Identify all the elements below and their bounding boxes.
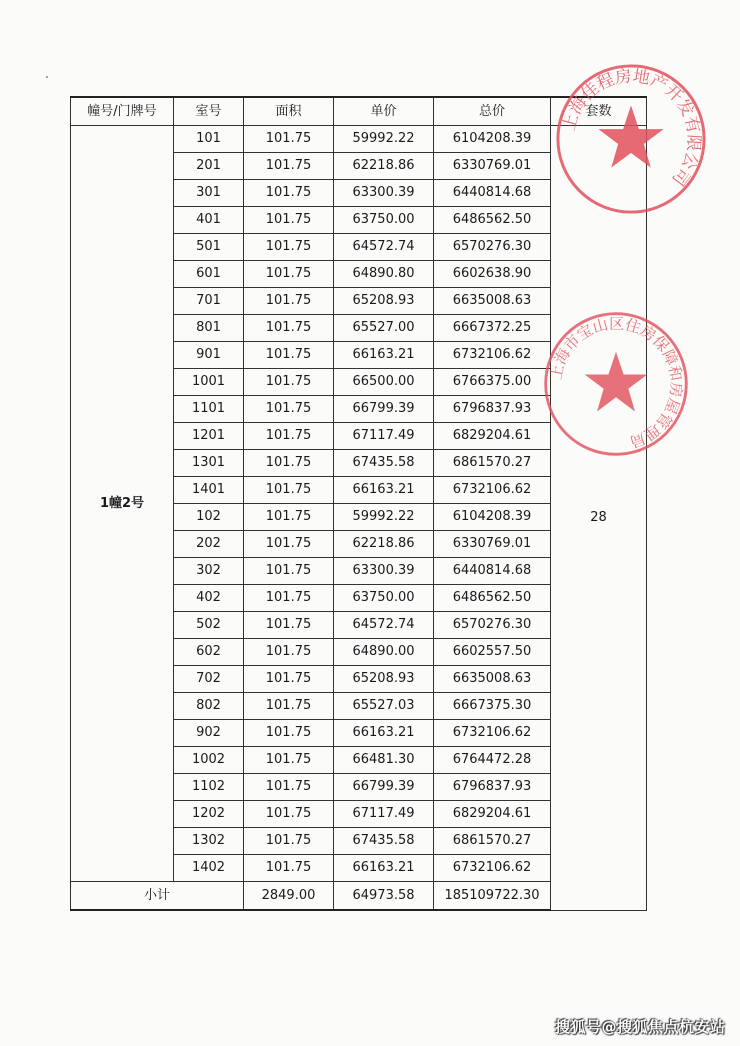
room-cell: 502	[174, 612, 244, 639]
total-price-cell: 6570276.30	[434, 612, 551, 639]
total-price-cell: 6732106.62	[434, 720, 551, 747]
room-cell: 1401	[174, 477, 244, 504]
total-price-cell: 6766375.00	[434, 369, 551, 396]
total-price-cell: 6829204.61	[434, 423, 551, 450]
room-cell: 1201	[174, 423, 244, 450]
area-cell: 101.75	[244, 207, 334, 234]
room-cell: 301	[174, 180, 244, 207]
total-price-cell: 6861570.27	[434, 828, 551, 855]
area-cell: 101.75	[244, 504, 334, 531]
area-cell: 101.75	[244, 180, 334, 207]
room-cell: 1002	[174, 747, 244, 774]
area-cell: 101.75	[244, 801, 334, 828]
area-cell: 101.75	[244, 423, 334, 450]
room-cell: 1202	[174, 801, 244, 828]
header-total-price: 总价	[434, 97, 551, 126]
unit-price-cell: 66481.30	[334, 747, 434, 774]
unit-price-cell: 59992.22	[334, 126, 434, 153]
unit-price-cell: 66500.00	[334, 369, 434, 396]
unit-price-cell: 65208.93	[334, 666, 434, 693]
total-price-cell: 6764472.28	[434, 747, 551, 774]
unit-price-cell: 65527.00	[334, 315, 434, 342]
seal-1-text: 上海佳程房地产开发有限公司	[558, 65, 705, 190]
area-cell: 101.75	[244, 720, 334, 747]
area-cell: 101.75	[244, 369, 334, 396]
table-body	[71, 126, 647, 911]
unit-price-cell: 67435.58	[334, 450, 434, 477]
total-price-cell: 6732106.62	[434, 477, 551, 504]
header-room: 室号	[174, 97, 244, 126]
total-price-cell: 6602638.90	[434, 261, 551, 288]
unit-price-cell: 59992.22	[334, 504, 434, 531]
total-price-cell: 6570276.30	[434, 234, 551, 261]
area-cell: 101.75	[244, 747, 334, 774]
area-cell: 101.75	[244, 531, 334, 558]
room-cell: 402	[174, 585, 244, 612]
area-cell: 101.75	[244, 261, 334, 288]
unit-price-cell: 64572.74	[334, 612, 434, 639]
area-cell: 101.75	[244, 693, 334, 720]
company-seal	[552, 60, 710, 218]
unit-price-cell: 66163.21	[334, 855, 434, 882]
unit-price-cell: 62218.86	[334, 531, 434, 558]
room-cell: 602	[174, 639, 244, 666]
total-price-cell: 6104208.39	[434, 504, 551, 531]
room-cell: 901	[174, 342, 244, 369]
total-price-cell: 6796837.93	[434, 396, 551, 423]
total-price-cell: 6635008.63	[434, 288, 551, 315]
area-cell: 101.75	[244, 477, 334, 504]
unit-price-cell: 63300.39	[334, 180, 434, 207]
unit-price-cell: 67435.58	[334, 828, 434, 855]
subtotal-area: 2849.00	[244, 882, 334, 911]
unit-price-cell: 64572.74	[334, 234, 434, 261]
area-cell: 101.75	[244, 153, 334, 180]
scan-speck	[46, 76, 48, 78]
area-cell: 101.75	[244, 126, 334, 153]
room-cell: 802	[174, 693, 244, 720]
area-cell: 101.75	[244, 612, 334, 639]
subtotal-total: 185109722.30	[434, 882, 551, 911]
building-cell: 1幢2号	[71, 126, 174, 882]
unit-price-cell: 67117.49	[334, 423, 434, 450]
total-price-cell: 6330769.01	[434, 153, 551, 180]
unit-price-cell: 64890.00	[334, 639, 434, 666]
total-price-cell: 6829204.61	[434, 801, 551, 828]
area-cell: 101.75	[244, 666, 334, 693]
total-price-cell: 6861570.27	[434, 450, 551, 477]
total-price-cell: 6667372.25	[434, 315, 551, 342]
subtotal-unit-price: 64973.58	[334, 882, 434, 911]
unit-price-cell: 66163.21	[334, 342, 434, 369]
total-price-cell: 6486562.50	[434, 585, 551, 612]
total-price-cell: 6486562.50	[434, 207, 551, 234]
unit-price-cell: 63750.00	[334, 585, 434, 612]
header-area: 面积	[244, 97, 334, 126]
unit-price-cell: 67117.49	[334, 801, 434, 828]
total-price-cell: 6732106.62	[434, 855, 551, 882]
room-cell: 202	[174, 531, 244, 558]
unit-price-cell: 66163.21	[334, 477, 434, 504]
total-price-cell: 6330769.01	[434, 531, 551, 558]
room-cell: 1102	[174, 774, 244, 801]
room-cell: 1101	[174, 396, 244, 423]
area-cell: 101.75	[244, 315, 334, 342]
unit-price-cell: 66799.39	[334, 396, 434, 423]
room-cell: 401	[174, 207, 244, 234]
area-cell: 101.75	[244, 288, 334, 315]
subtotal-label: 小计	[71, 882, 244, 911]
room-cell: 102	[174, 504, 244, 531]
unit-price-cell: 62218.86	[334, 153, 434, 180]
room-cell: 701	[174, 288, 244, 315]
total-price-cell: 6440814.68	[434, 558, 551, 585]
room-cell: 702	[174, 666, 244, 693]
unit-price-cell: 63300.39	[334, 558, 434, 585]
unit-price-cell: 65527.03	[334, 693, 434, 720]
watermark: 搜狐号@搜狐焦点杭安站	[555, 1018, 726, 1036]
area-cell: 101.75	[244, 342, 334, 369]
total-price-cell: 6602557.50	[434, 639, 551, 666]
total-price-cell: 6667375.30	[434, 693, 551, 720]
total-price-cell: 6635008.63	[434, 666, 551, 693]
room-cell: 302	[174, 558, 244, 585]
area-cell: 101.75	[244, 558, 334, 585]
unit-price-cell: 64890.80	[334, 261, 434, 288]
header-building: 幢号/门牌号	[71, 97, 174, 126]
area-cell: 101.75	[244, 774, 334, 801]
header-unit-price: 单价	[334, 97, 434, 126]
room-cell: 902	[174, 720, 244, 747]
bureau-seal	[540, 308, 692, 460]
room-cell: 101	[174, 126, 244, 153]
room-cell: 1302	[174, 828, 244, 855]
unit-price-cell: 66163.21	[334, 720, 434, 747]
unit-price-cell: 65208.93	[334, 288, 434, 315]
room-cell: 501	[174, 234, 244, 261]
unit-price-cell: 63750.00	[334, 207, 434, 234]
seal-2-text: 上海市宝山区住房保障和房屋管理局	[546, 314, 686, 452]
room-cell: 801	[174, 315, 244, 342]
room-cell: 201	[174, 153, 244, 180]
total-price-cell: 6732106.62	[434, 342, 551, 369]
room-cell: 601	[174, 261, 244, 288]
header-unit-count: 套数	[551, 97, 647, 126]
unit-price-cell: 66799.39	[334, 774, 434, 801]
area-cell: 101.75	[244, 450, 334, 477]
price-table	[70, 96, 647, 911]
area-cell: 101.75	[244, 639, 334, 666]
total-price-cell: 6440814.68	[434, 180, 551, 207]
unit-count-cell: 28	[551, 126, 647, 911]
area-cell: 101.75	[244, 396, 334, 423]
total-price-cell: 6104208.39	[434, 126, 551, 153]
area-cell: 101.75	[244, 828, 334, 855]
area-cell: 101.75	[244, 234, 334, 261]
room-cell: 1001	[174, 369, 244, 396]
area-cell: 101.75	[244, 585, 334, 612]
area-cell: 101.75	[244, 855, 334, 882]
room-cell: 1301	[174, 450, 244, 477]
room-cell: 1402	[174, 855, 244, 882]
total-price-cell: 6796837.93	[434, 774, 551, 801]
